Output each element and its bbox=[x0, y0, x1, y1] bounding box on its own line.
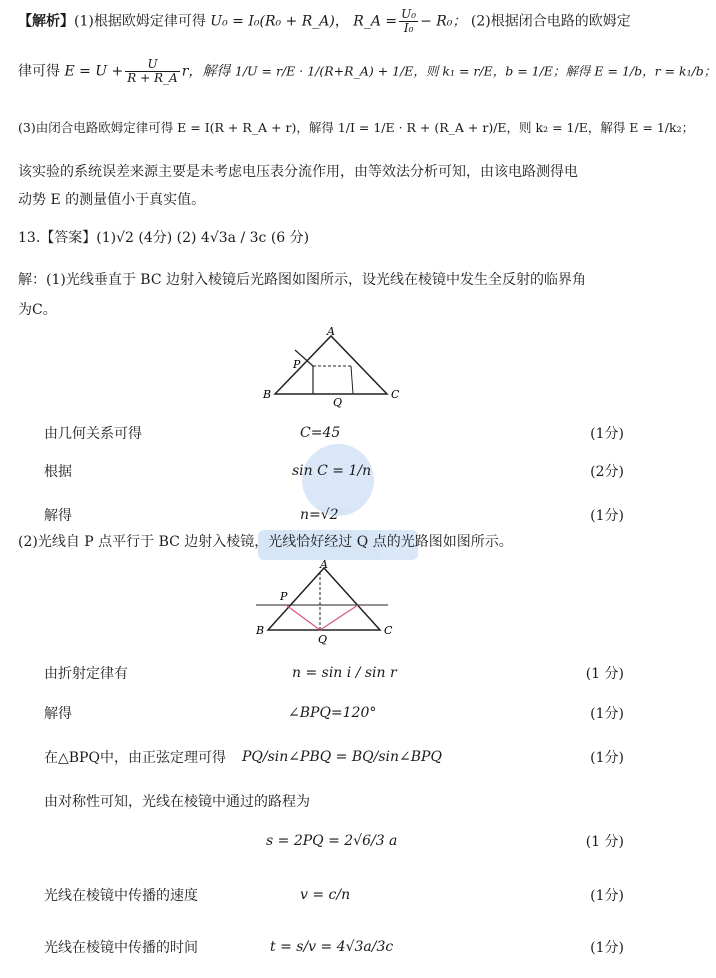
step-equation: n=√2 bbox=[300, 507, 339, 523]
step-5 bbox=[0, 698, 664, 728]
step-equation: n = sin i / sin r bbox=[292, 665, 397, 681]
step-6 bbox=[0, 742, 664, 772]
step-10 bbox=[0, 932, 664, 962]
ray-out bbox=[351, 366, 353, 394]
formula-ohm: U₀ = I₀(R₀ + R_A) bbox=[210, 13, 335, 30]
q13-solution-1: 解：(1)光线垂直于 BC 边射入棱镜后光路图如图所示，设光线在棱镜中发生全反射的临界角 bbox=[18, 272, 586, 288]
frac-num: U₀ bbox=[401, 7, 417, 21]
step-equation: v = c/n bbox=[300, 887, 351, 903]
analysis-line-4: 该实验的系统误差来源主要是未考虑电压表分流作用，由等效法分析可知，由该电路测得电 bbox=[18, 164, 578, 180]
step-points: (1分) bbox=[590, 706, 624, 722]
analysis-line-5: 动势 E 的测量值小于真实值。 bbox=[18, 192, 206, 208]
label-c: C bbox=[391, 388, 400, 401]
analysis-line-1: 【解析】(1)根据欧姆定律可得 U₀ = I₀(R₀ + R_A)， R_A = $\frac{\text{U₀}}{\text{I₀}}$ − R₀； (2)根据闭合电路的欧姆定 bbox=[18, 7, 631, 35]
prism-triangle bbox=[275, 336, 387, 394]
analysis-text-1b: (2)根据闭合电路的欧姆定 bbox=[470, 13, 631, 30]
step-label: 光线在棱镜中传播的速度 bbox=[44, 888, 198, 904]
frac-num: U bbox=[125, 58, 179, 72]
step-points: (1 分) bbox=[585, 834, 624, 850]
prism-figure-1 bbox=[255, 326, 405, 410]
step-label: 在△BPQ中，由正弦定理可得 bbox=[44, 750, 226, 766]
step-label: 由对称性可知，光线在棱镜中通过的路程为 bbox=[44, 794, 310, 810]
step-points: (1分) bbox=[590, 508, 624, 524]
step-1 bbox=[0, 418, 664, 448]
step-points: (1分) bbox=[590, 888, 624, 904]
step-label: 光线在棱镜中传播的时间 bbox=[44, 940, 198, 956]
step-3 bbox=[0, 500, 664, 530]
label-q: Q bbox=[318, 633, 328, 646]
formula-solve: 1/U = r/E · 1/(R+R_A) + 1/E，则 k₁ = r/E，b = 1/E；解得 E = 1/b，r = k₁/b； bbox=[234, 63, 716, 79]
step-label: 解得 bbox=[44, 706, 72, 722]
step-points: (1分) bbox=[590, 750, 624, 766]
step-label: 根据 bbox=[44, 464, 72, 480]
q13-answer: 13.【答案】(1)√2 (4分) (2) 4√3a / 3c (6 分) bbox=[18, 230, 310, 246]
step-points: (1分) bbox=[590, 940, 624, 956]
label-b: B bbox=[263, 388, 272, 401]
step-equation: PQ/sin∠PBQ = BQ/sin∠BPQ bbox=[242, 749, 442, 765]
analysis-tag: 【解析】 bbox=[18, 13, 74, 30]
step-2 bbox=[0, 456, 664, 486]
formula-ra-frac bbox=[399, 8, 418, 35]
step-4 bbox=[0, 658, 664, 688]
analysis-text-2a: 律可得 bbox=[18, 63, 60, 80]
formula-ra-tail: − R₀； bbox=[420, 13, 467, 30]
step-label: 由折射定律有 bbox=[44, 666, 128, 682]
step-equation: t = s/v = 4√3a/3c bbox=[270, 939, 394, 955]
frac-den: I₀ bbox=[403, 21, 414, 35]
step-9 bbox=[0, 880, 664, 910]
step-points: (2分) bbox=[590, 464, 624, 480]
step-points: (1分) bbox=[590, 426, 624, 442]
label-p: P bbox=[280, 590, 288, 603]
step-7 bbox=[0, 786, 664, 816]
analysis-line-3: (3)由闭合电路欧姆定律可得 E = I(R + R_A + r)，解得 1/I = 1/E · R + (R_A + r)/E，则 k₂ = 1/E，解得 E = 1/k₂； bbox=[18, 120, 695, 135]
formula-e-r: r，解得 bbox=[181, 63, 231, 80]
step-equation: s = 2PQ = 2√6/3 a bbox=[266, 833, 398, 849]
ray-path bbox=[286, 605, 358, 630]
formula-ra-lhs: R_A = bbox=[353, 13, 398, 30]
step-equation: ∠BPQ=120° bbox=[288, 705, 377, 721]
q13-solution-2: 为C。 bbox=[18, 302, 57, 318]
label-b: B bbox=[256, 624, 265, 637]
label-p: P bbox=[293, 358, 301, 371]
step-equation: C=45 bbox=[300, 425, 341, 441]
formula-e-frac bbox=[125, 58, 179, 85]
label-q: Q bbox=[333, 396, 343, 409]
frac-den: R + R_A bbox=[127, 71, 178, 85]
step-8 bbox=[0, 826, 664, 856]
step-label: 由几何关系可得 bbox=[44, 426, 142, 442]
step-points: (1 分) bbox=[585, 666, 624, 682]
label-a: A bbox=[327, 325, 335, 338]
step-equation: sin C = 1/n bbox=[292, 463, 372, 479]
step-label: 解得 bbox=[44, 508, 72, 524]
analysis-line-2 bbox=[18, 57, 716, 85]
label-c: C bbox=[384, 624, 393, 637]
prism-figure-2 bbox=[248, 560, 398, 646]
analysis-text-1a: (1)根据欧姆定律可得 bbox=[74, 13, 206, 30]
label-a: A bbox=[320, 558, 328, 571]
q13-part-2: (2)光线自 P 点平行于 BC 边射入棱镜，光线恰好经过 Q 点的光路图如图所示。 bbox=[18, 534, 513, 550]
formula-e: E = U + bbox=[64, 63, 124, 80]
